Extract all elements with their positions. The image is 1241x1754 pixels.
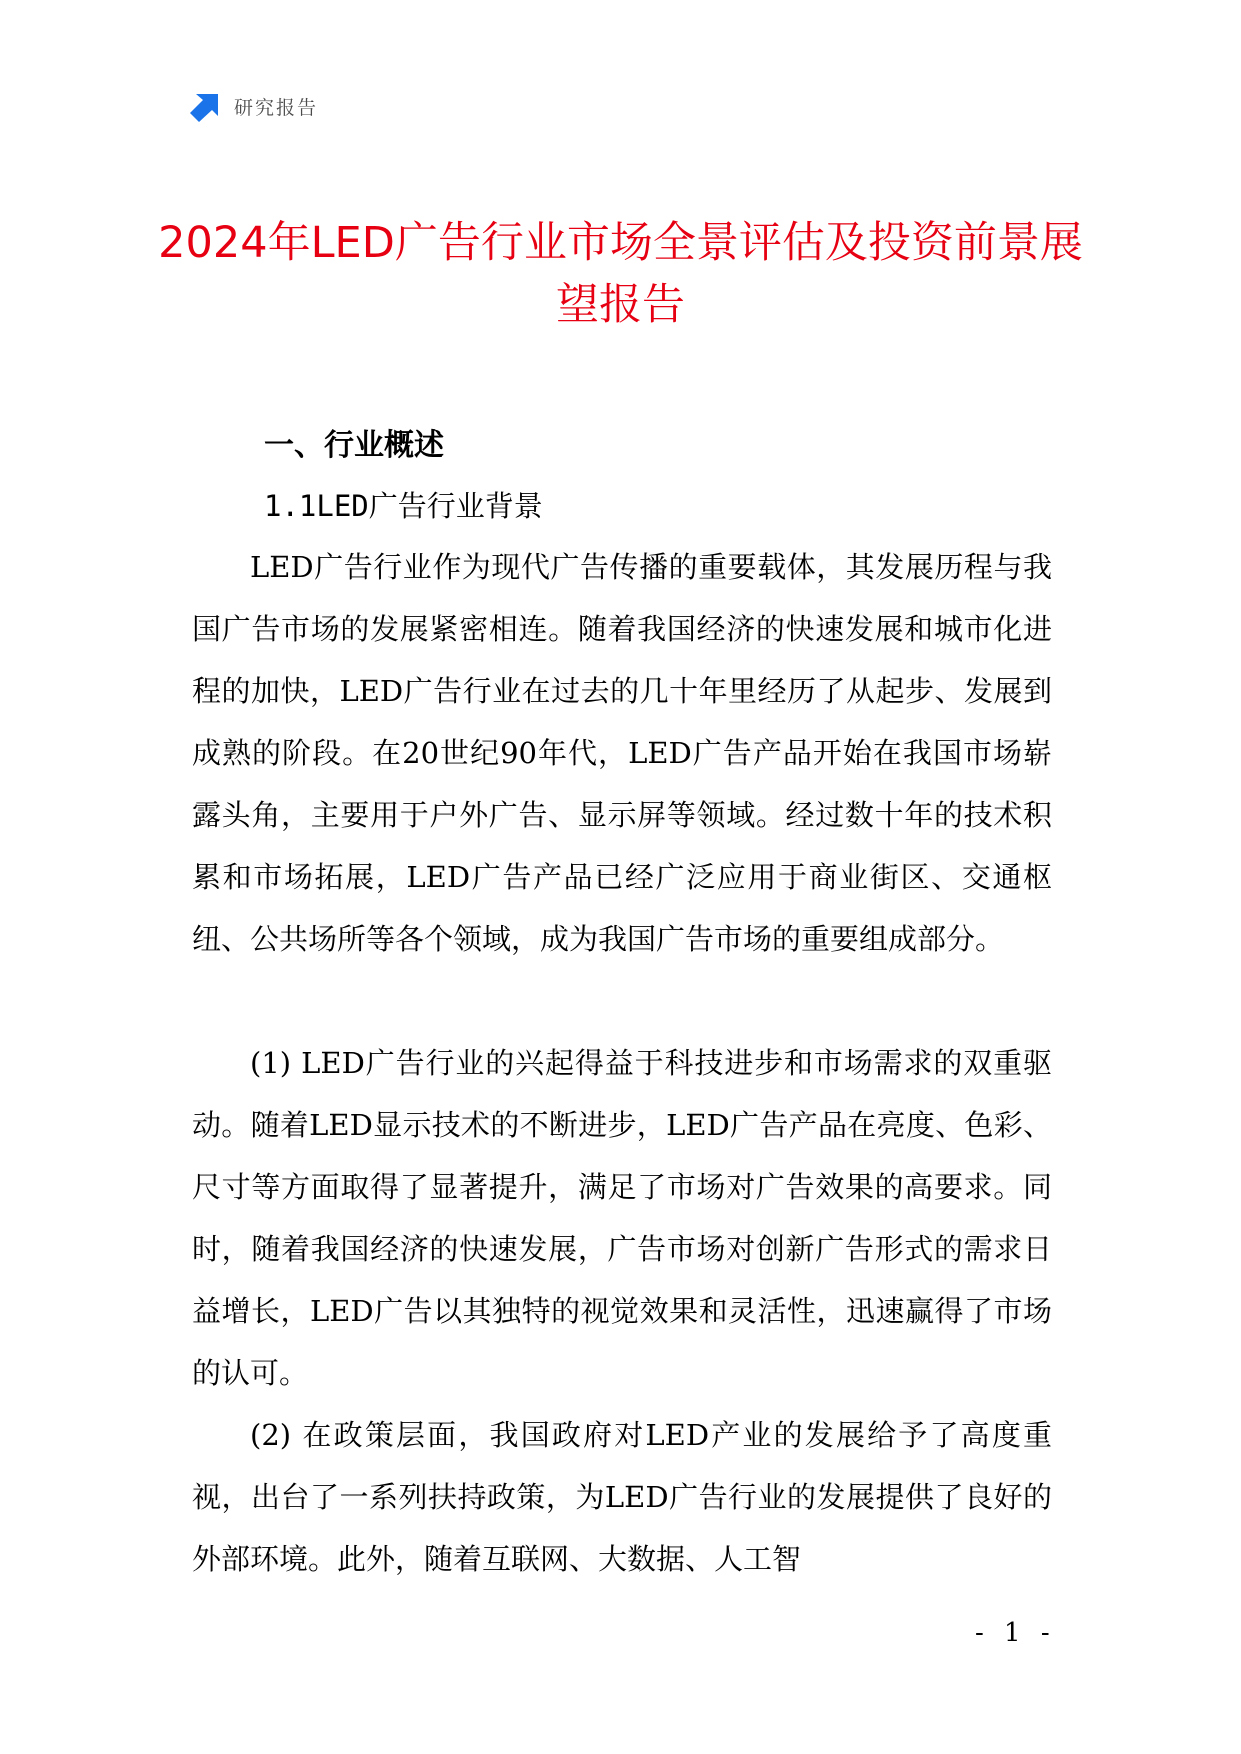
page-header	[190, 88, 318, 124]
paragraph-2: (1) LED广告行业的兴起得益于科技进步和市场需求的双重驱动。随着LED显示技术的不断进步，LED广告产品在亮度、色彩、尺寸等方面取得了显著提升，满足了市场对广告效果的高要求。同时，随着我国经济的快速发展，广告市场对创新广告形式的需求日益增长，LED广告以其独特的视觉效果和灵活性，迅速赢得了市场的认可。	[192, 1046, 1052, 1390]
header-label: 研究报告	[234, 96, 319, 119]
diagonal-arrow-icon	[190, 90, 222, 122]
paragraph-3: (2) 在政策层面，我国政府对LED产业的发展给予了高度重视，出台了一系列扶持政策，为LED广告行业的发展提供了良好的外部环境。此外，随着互联网、大数据、人工智	[192, 1418, 1052, 1576]
paragraph-1: LED广告行业作为现代广告传播的重要载体，其发展历程与我国广告市场的发展紧密相连。随着我国经济的快速发展和城市化进程的加快，LED广告行业在过去的几十年里经历了从起步、发展到成熟的阶段。在20世纪90年代，LED广告产品开始在我国市场崭露头角，主要用于户外广告、显示屏等领域。经过数十年的技术积累和市场拓展，LED广告产品已经广泛应用于商业街区、交通枢纽、公共场所等各个领域，成为我国广告市场的重要组成部分。	[192, 550, 1052, 956]
section-heading: 一、行业概述	[264, 428, 444, 463]
page-number: - 1 -	[975, 1618, 1056, 1648]
document-title: 2024年LED广告行业市场全景评估及投资前景展望报告	[158, 218, 1083, 330]
sub-heading: 1.1LED广告行业背景	[264, 489, 543, 523]
